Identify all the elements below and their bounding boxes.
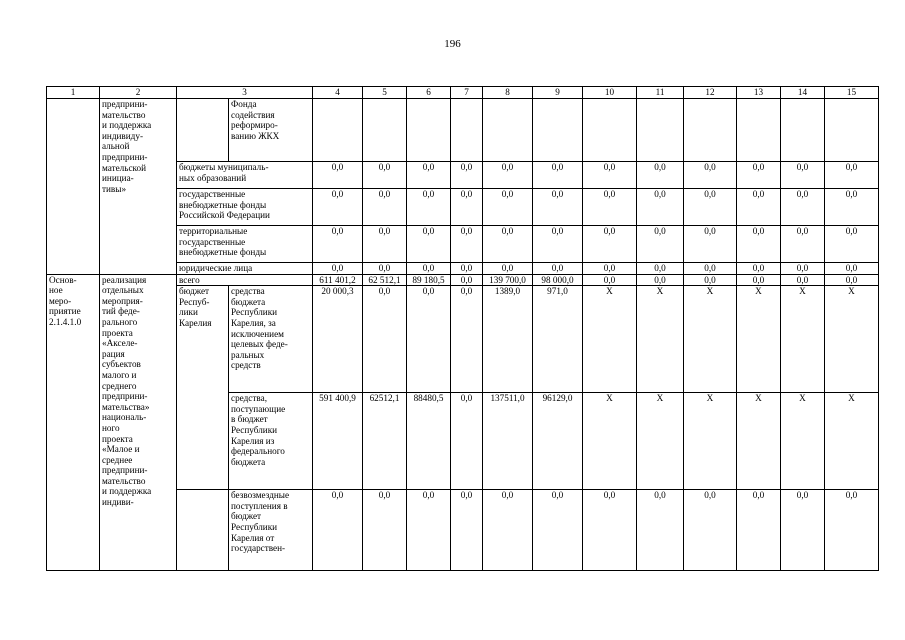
value-cell: 0,0: [407, 189, 451, 226]
value-cell: 0,0: [363, 162, 407, 189]
column-header: 14: [781, 87, 825, 99]
value-cell: Х: [684, 393, 737, 490]
value-cell: 0,0: [363, 226, 407, 263]
value-cell: 0,0: [451, 286, 483, 393]
column-header: 5: [363, 87, 407, 99]
subsource-label-cell: безвозмездные поступления в бюджет Республики Карелия от государствен-: [229, 490, 313, 571]
fund-blank-cell: [177, 99, 229, 162]
value-cell: 0,0: [637, 274, 684, 286]
source-label-cell: всего: [177, 274, 313, 286]
column-header: 1: [47, 87, 100, 99]
value-cell: 20 000,3: [313, 286, 363, 393]
value-cell: 0,0: [684, 490, 737, 571]
column-header: 8: [483, 87, 533, 99]
value-cell: 139 700,0: [483, 274, 533, 286]
value-cell: [451, 99, 483, 162]
column-header: 2: [100, 87, 177, 99]
value-cell: Х: [737, 286, 781, 393]
value-cell: [781, 99, 825, 162]
value-cell: 0,0: [583, 263, 637, 275]
event-code-cell: Основ- ное меро- приятие 2.1.4.1.0: [47, 274, 100, 571]
value-cell: 0,0: [825, 274, 879, 286]
value-cell: 0,0: [313, 490, 363, 571]
value-cell: 0,0: [825, 263, 879, 275]
fund-label-cell: Фонда содействия реформиро- ванию ЖКХ: [229, 99, 313, 162]
column-header: 6: [407, 87, 451, 99]
value-cell: Х: [825, 286, 879, 393]
value-cell: 0,0: [583, 189, 637, 226]
value-cell: 0,0: [737, 274, 781, 286]
value-cell: 0,0: [825, 226, 879, 263]
source-label-cell: государственные внебюджетные фонды Российской Федерации: [177, 189, 313, 226]
value-cell: 0,0: [781, 189, 825, 226]
source-label-cell: территориальные государственные внебюджетные фонды: [177, 226, 313, 263]
value-cell: 0,0: [684, 162, 737, 189]
value-cell: 0,0: [483, 263, 533, 275]
value-cell: 0,0: [825, 490, 879, 571]
value-cell: 0,0: [684, 189, 737, 226]
value-cell: 62512,1: [363, 393, 407, 490]
table-row: [47, 274, 879, 286]
value-cell: 89 180,5: [407, 274, 451, 286]
value-cell: 0,0: [781, 162, 825, 189]
column-header: 13: [737, 87, 781, 99]
value-cell: 0,0: [451, 189, 483, 226]
value-cell: 0,0: [483, 490, 533, 571]
value-cell: 0,0: [451, 490, 483, 571]
value-cell: 0,0: [637, 226, 684, 263]
value-cell: 0,0: [451, 162, 483, 189]
value-cell: 0,0: [737, 226, 781, 263]
value-cell: 0,0: [737, 263, 781, 275]
source-label-cell: бюджеты муниципаль- ных образований: [177, 162, 313, 189]
column-header: 4: [313, 87, 363, 99]
column-header: 7: [451, 87, 483, 99]
value-cell: 0,0: [684, 226, 737, 263]
value-cell: 0,0: [451, 226, 483, 263]
budget-table: [46, 86, 879, 571]
budget-label-cell: бюджет Респуб- лики Карелия: [177, 286, 229, 490]
value-cell: 0,0: [483, 162, 533, 189]
value-cell: 0,0: [363, 490, 407, 571]
value-cell: 0,0: [407, 226, 451, 263]
value-cell: 0,0: [313, 162, 363, 189]
subsource-label-cell: средства бюджета Республики Карелия, за исключением целевых феде- ральных средств: [229, 286, 313, 393]
value-cell: 611 401,2: [313, 274, 363, 286]
table-row: [47, 99, 879, 162]
value-cell: 0,0: [781, 490, 825, 571]
value-cell: 0,0: [451, 274, 483, 286]
budget-blank-cell: [177, 490, 229, 571]
header-row: [47, 87, 879, 99]
value-cell: 0,0: [363, 263, 407, 275]
source-label-cell: юридические лица: [177, 263, 313, 275]
value-cell: 137511,0: [483, 393, 533, 490]
value-cell: 0,0: [781, 263, 825, 275]
value-cell: 0,0: [684, 263, 737, 275]
value-cell: Х: [781, 286, 825, 393]
value-cell: 62 512,1: [363, 274, 407, 286]
value-cell: [737, 99, 781, 162]
column-header: 3: [177, 87, 313, 99]
value-cell: 0,0: [313, 226, 363, 263]
value-cell: 0,0: [684, 274, 737, 286]
value-cell: 0,0: [583, 490, 637, 571]
column-header: 10: [583, 87, 637, 99]
value-cell: [407, 99, 451, 162]
value-cell: 0,0: [313, 189, 363, 226]
value-cell: 0,0: [313, 263, 363, 275]
value-cell: 0,0: [737, 162, 781, 189]
value-cell: 0,0: [407, 286, 451, 393]
value-cell: 0,0: [407, 263, 451, 275]
value-cell: Х: [637, 286, 684, 393]
value-cell: 0,0: [637, 490, 684, 571]
value-cell: 0,0: [533, 189, 583, 226]
value-cell: 0,0: [533, 162, 583, 189]
value-cell: Х: [781, 393, 825, 490]
value-cell: Х: [583, 393, 637, 490]
value-cell: 0,0: [483, 189, 533, 226]
value-cell: Х: [825, 393, 879, 490]
column-header: 9: [533, 87, 583, 99]
column-header: 15: [825, 87, 879, 99]
value-cell: [684, 99, 737, 162]
column-header: 11: [637, 87, 684, 99]
value-cell: 591 400,9: [313, 393, 363, 490]
value-cell: [363, 99, 407, 162]
value-cell: 96129,0: [533, 393, 583, 490]
value-cell: 0,0: [825, 162, 879, 189]
value-cell: [483, 99, 533, 162]
value-cell: 0,0: [637, 162, 684, 189]
value-cell: [583, 99, 637, 162]
value-cell: 0,0: [407, 490, 451, 571]
event-name-cell: реализация отдельных мероприя- тий феде- рального проекта «Акселе- рация субъектов малого и среднего предприни- мательства» националь- ного проекта «Малое и среднее предприни- мательство и поддержка индиви-: [100, 274, 177, 571]
value-cell: 0,0: [637, 189, 684, 226]
value-cell: 0,0: [363, 189, 407, 226]
value-cell: 0,0: [483, 226, 533, 263]
value-cell: 0,0: [583, 162, 637, 189]
column-header: 12: [684, 87, 737, 99]
value-cell: 0,0: [363, 286, 407, 393]
value-cell: 0,0: [737, 189, 781, 226]
subsource-label-cell: средства, поступающие в бюджет Республики Карелия из федерального бюджета: [229, 393, 313, 490]
value-cell: 0,0: [533, 490, 583, 571]
value-cell: 0,0: [825, 189, 879, 226]
value-cell: 0,0: [737, 490, 781, 571]
value-cell: 0,0: [781, 274, 825, 286]
value-cell: 1389,0: [483, 286, 533, 393]
value-cell: [825, 99, 879, 162]
event-code-cell: [47, 99, 100, 275]
value-cell: 0,0: [583, 274, 637, 286]
value-cell: Х: [737, 393, 781, 490]
value-cell: Х: [583, 286, 637, 393]
value-cell: 98 000,0: [533, 274, 583, 286]
page-number: 196: [444, 38, 461, 50]
value-cell: [313, 99, 363, 162]
value-cell: Х: [684, 286, 737, 393]
event-name-cell: предприни- мательство и поддержка индивиду- альной предприни- мательской инициа- тивы»: [100, 99, 177, 275]
value-cell: 971,0: [533, 286, 583, 393]
value-cell: 0,0: [451, 263, 483, 275]
value-cell: [533, 99, 583, 162]
value-cell: 0,0: [637, 263, 684, 275]
value-cell: 0,0: [407, 162, 451, 189]
value-cell: 88480,5: [407, 393, 451, 490]
value-cell: 0,0: [781, 226, 825, 263]
value-cell: 0,0: [583, 226, 637, 263]
value-cell: [637, 99, 684, 162]
value-cell: 0,0: [533, 226, 583, 263]
value-cell: 0,0: [451, 393, 483, 490]
value-cell: 0,0: [533, 263, 583, 275]
value-cell: Х: [637, 393, 684, 490]
